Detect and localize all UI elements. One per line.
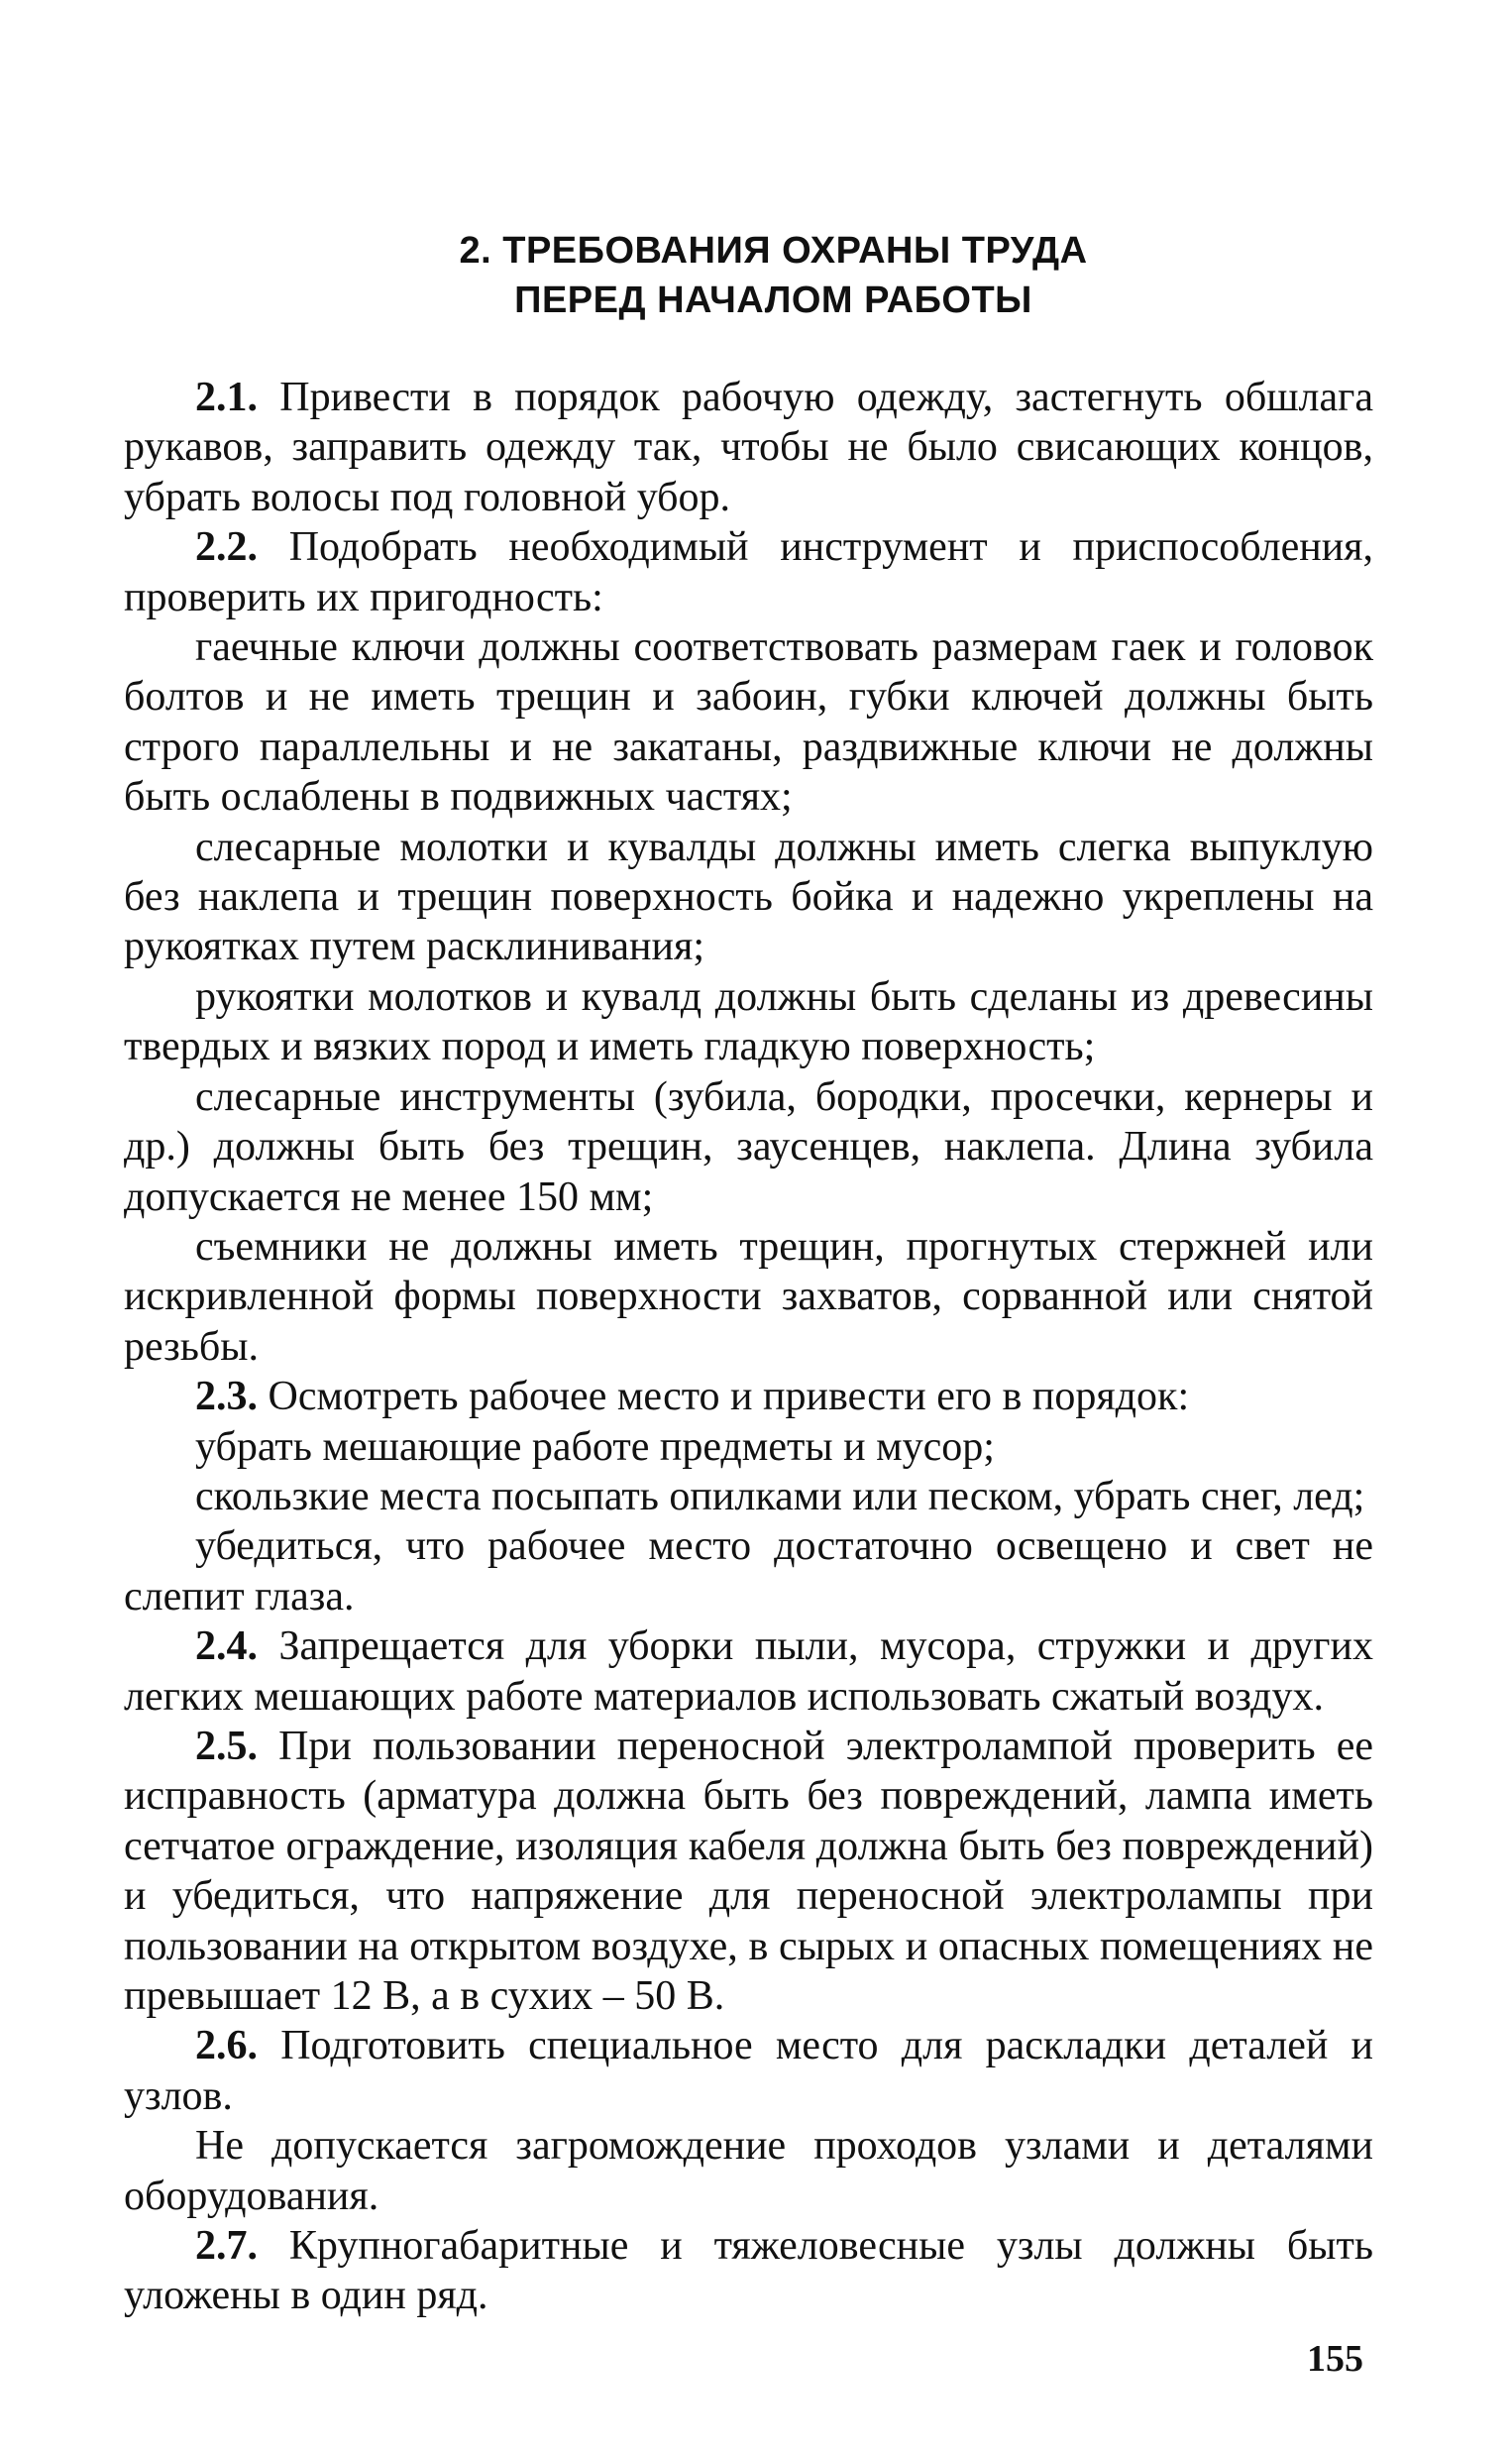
paragraph-2-6 bbox=[124, 2021, 1373, 2121]
paragraph-text: убрать мешающие работе предметы и мусор; bbox=[195, 1423, 995, 1470]
paragraph-text: скользкие места посыпать опилками или песком, убрать снег, лед; bbox=[195, 1473, 1365, 1519]
paragraph-text: Запрещается для уборки пыли, мусора, стружки и других легких мешающих работе материалов использовать сжатый воздух. bbox=[124, 1623, 1373, 1720]
paragraph-text: Крупногабаритные и тяжеловесные узлы должны быть уложены в один ряд. bbox=[124, 2223, 1373, 2319]
paragraph-text: Осмотреть рабочее место и привести его в порядок: bbox=[258, 1374, 1190, 1420]
document-body bbox=[124, 373, 1373, 2321]
item-number: 2.3. bbox=[195, 1374, 258, 1420]
heading-line-1: 2. ТРЕБОВАНИЯ ОХРАНЫ ТРУДА bbox=[459, 230, 1088, 272]
heading-line-2: ПЕРЕД НАЧАЛОМ РАБОТЫ bbox=[514, 279, 1032, 321]
paragraph-2-4 bbox=[124, 1621, 1373, 1722]
list-item-pullers bbox=[124, 1222, 1373, 1372]
list-item-slippery bbox=[124, 1472, 1373, 1521]
paragraph-2-1 bbox=[124, 373, 1373, 522]
paragraph-text: Подготовить специальное место для раскладки деталей и узлов. bbox=[124, 2023, 1373, 2119]
paragraph-text: съемники не должны иметь трещин, прогнутых стержней или искривленной формы поверхности захватов, сорванной или снятой резьбы. bbox=[124, 1223, 1373, 1370]
item-number: 2.5. bbox=[195, 1723, 258, 1769]
list-item-handles bbox=[124, 972, 1373, 1072]
paragraph-2-2 bbox=[124, 522, 1373, 622]
paragraph-text: слесарные инструменты (зубила, бородки, просечки, кернеры и др.) должны быть без трещин, заусенцев, наклепа. Длина зубила допускается не менее 150 мм; bbox=[124, 1073, 1373, 1220]
paragraph-2-3 bbox=[124, 1372, 1373, 1421]
paragraph-2-7 bbox=[124, 2221, 1373, 2321]
item-number: 2.2. bbox=[195, 524, 258, 571]
paragraph-text: слесарные молотки и кувалды должны иметь слегка выпуклую без наклепа и трещин поверхность бойка и надежно укреплены на рукоятках путем расклинивания; bbox=[124, 824, 1373, 970]
item-number: 2.4. bbox=[195, 1623, 258, 1670]
item-number: 2.7. bbox=[195, 2223, 258, 2270]
section-heading bbox=[173, 226, 1373, 325]
paragraph-text: При пользовании переносной электролампой проверить ее исправность (арматура должна быть без повреждений, лампа иметь сетчатое ограждение, изоляция кабеля должна быть без повреждений) и убедиться, что напряжение для переносной электролампы при пользовании на открытом воздухе, в сырых и опасных помещениях не превышает 12 В, а в сухих – 50 В. bbox=[124, 1723, 1373, 2019]
paragraph-text: рукоятки молотков и кувалд должны быть сделаны из древесины твердых и вязких пород и иметь гладкую поверхность; bbox=[124, 973, 1373, 1070]
list-item-lighting bbox=[124, 1521, 1373, 1621]
list-item-tools bbox=[124, 1072, 1373, 1222]
paragraph-aisles bbox=[124, 2121, 1373, 2221]
paragraph-text: Подобрать необходимый инструмент и приспособления, проверить их пригодность: bbox=[124, 524, 1373, 620]
paragraph-2-5 bbox=[124, 1722, 1373, 2021]
item-number: 2.6. bbox=[195, 2023, 258, 2069]
list-item-wrenches bbox=[124, 622, 1373, 823]
list-item-hammers bbox=[124, 823, 1373, 972]
paragraph-text: гаечные ключи должны соответствовать размерам гаек и головок болтов и не иметь трещин и забоин, губки ключей должны быть строго параллельны и не закатаны, раздвижные ключи не должны быть ослаблены в подвижных частях; bbox=[124, 624, 1373, 821]
paragraph-text: Привести в порядок рабочую одежду, застегнуть обшлага рукавов, заправить одежду так, чтобы не было свисающих концов, убрать волосы под головной убор. bbox=[124, 375, 1373, 520]
page-number: 155 bbox=[1307, 2338, 1363, 2380]
list-item-remove-debris bbox=[124, 1422, 1373, 1472]
paragraph-text: убедиться, что рабочее место достаточно освещено и свет не слепит глаза. bbox=[124, 1523, 1373, 1619]
item-number: 2.1. bbox=[195, 375, 258, 420]
paragraph-text: Не допускается загромождение проходов узлами и деталями оборудования. bbox=[124, 2123, 1373, 2219]
